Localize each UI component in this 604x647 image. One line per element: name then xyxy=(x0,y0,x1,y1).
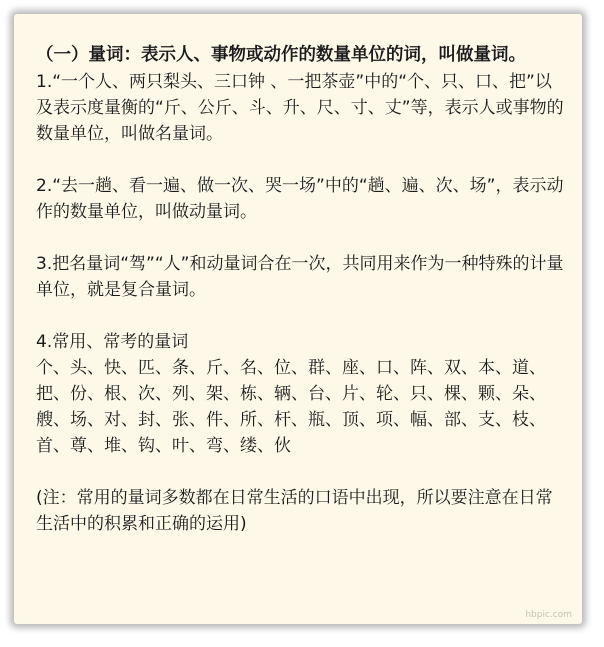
paragraph-1: 1.“一个人、两只梨头、三口钟 、一把茶壶”中的“个、只、口、把”以及表示度量衡的“斤、公斤、斗、升、尺、寸、丈”等，表示人或事物的数量单位，叫做名量词。 xyxy=(36,72,564,144)
paragraph-4-title: 4.常用、常考的量词 xyxy=(36,332,189,352)
spacer xyxy=(36,459,566,485)
document-body xyxy=(36,42,566,537)
spacer xyxy=(36,147,566,173)
spacer xyxy=(36,225,566,251)
measure-word-list: 个、头、快、匹、条、斤、名、位、群、座、口、阵、双、本、道、把、份、根、次、列、架、栋、辆、台、片、轮、只、棵、颗、朵、艘、场、对、封、张、件、所、杆、瓶、顶、项、幅、部、支、枝、首、尊、堆、钩、叶、弯、缕、伙 xyxy=(36,358,546,456)
spacer xyxy=(36,303,566,329)
section-heading: （一）量词：表示人、事物或动作的数量单位的词，叫做量词。 xyxy=(36,45,526,65)
watermark: hbpic.com xyxy=(525,610,572,620)
content-card xyxy=(14,14,582,624)
paragraph-3: 3.把名量词“驾”“人”和动量词合在一次，共同用来作为一种特殊的计量单位，就是复合量词。 xyxy=(36,254,564,300)
note-paragraph: (注：常用的量词多数都在日常生活的口语中出现，所以要注意在日常生活中的积累和正确的运用) xyxy=(36,488,553,534)
paragraph-2: 2.“去一趟、看一遍、做一次、哭一场”中的“趟、遍、次、场”，表示动作的数量单位，叫做动量词。 xyxy=(36,176,564,222)
